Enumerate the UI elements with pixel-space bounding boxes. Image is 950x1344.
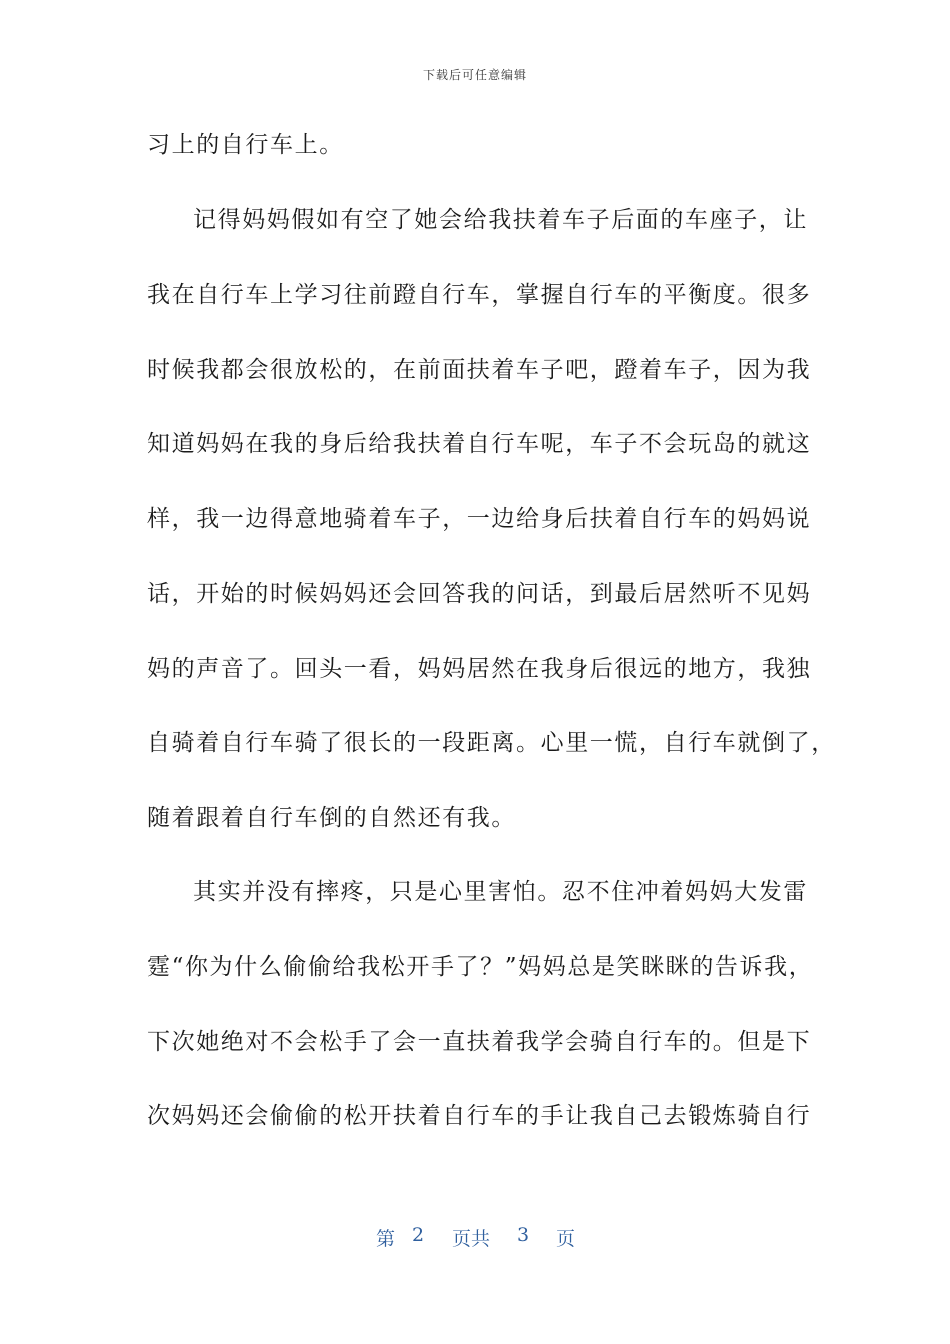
text-line: 次妈妈还会偷偷的松开扶着自行车的手让我自己去锻炼骑自行: [147, 1103, 812, 1129]
text-line: 知道妈妈在我的身后给我扶着自行车呢，车子不会玩岛的就这: [147, 431, 812, 457]
text-line: 话，开始的时候妈妈还会回答我的问话，到最后居然听不见妈: [147, 581, 812, 607]
total-pages-number: 3: [517, 1224, 530, 1246]
text-line: 妈的声音了。回头一看，妈妈居然在我身后很远的地方，我独: [147, 656, 812, 682]
text-line: 霆“你为什么偷偷给我松开手了？”妈妈总是笑眯眯的告诉我，: [147, 954, 814, 980]
text-line: 习上的自行车上。: [147, 132, 344, 158]
text-line: 其实并没有摔疼，只是心里害怕。忍不住冲着妈妈大发雷: [193, 879, 808, 905]
text-line: 随着跟着自行车倒的自然还有我。: [147, 805, 516, 831]
text-line: 我在自行车上学习往前蹬自行车，掌握自行车的平衡度。很多: [147, 282, 812, 308]
text-line: 记得妈妈假如有空了她会给我扶着车子后面的车座子，让: [193, 207, 808, 233]
text-line: 下次她绝对不会松手了会一直扶着我学会骑自行车的。但是下: [147, 1029, 812, 1055]
page-label-ye: 页: [556, 1228, 576, 1250]
text-line: 时候我都会很放松的，在前面扶着车子吧，蹬着车子，因为我: [147, 357, 812, 383]
text-line: 自骑着自行车骑了很长的一段距离。心里一慌，自行车就倒了，: [147, 730, 836, 756]
page-label-di: 第: [376, 1228, 396, 1250]
page-header: 下载后可任意编辑: [422, 68, 527, 82]
page-label-ye-gong: 页共: [452, 1228, 491, 1250]
current-page-number: 2: [412, 1224, 425, 1246]
text-line: 样，我一边得意地骑着车子，一边给身后扶着自行车的妈妈说: [147, 506, 812, 532]
